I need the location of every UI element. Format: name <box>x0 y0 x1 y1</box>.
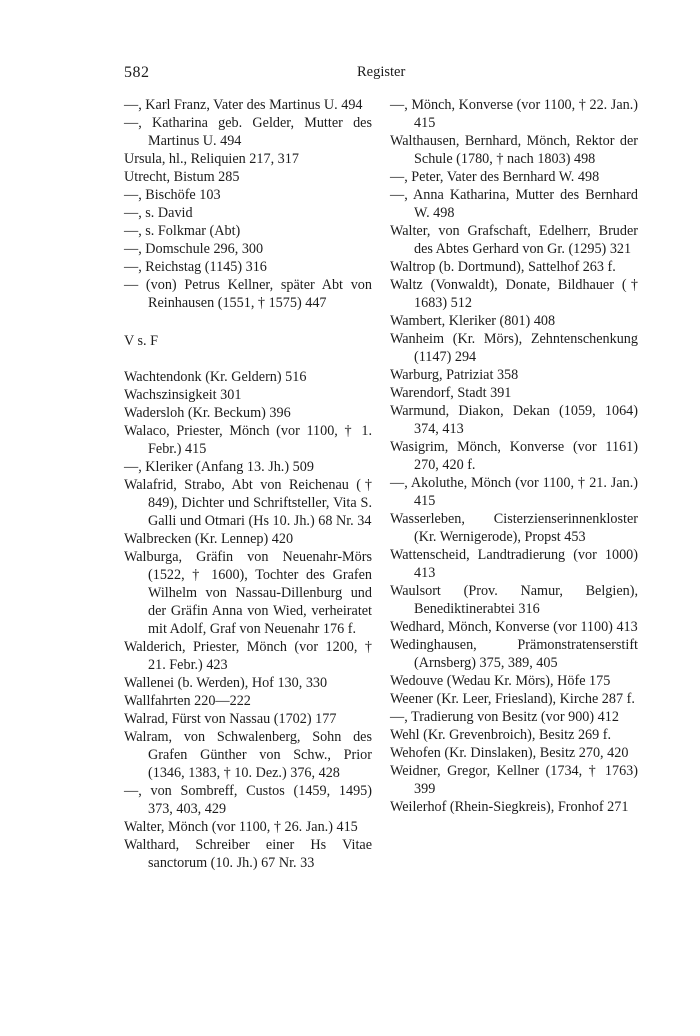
index-entry: — (von) Petrus Kellner, später Abt von Reinhausen (1551, † 1575) 447 <box>124 277 372 311</box>
index-entry: Wasigrim, Mönch, Konverse (vor 1161) 270, 420 f. <box>390 439 638 473</box>
index-entry: —, von Sombreff, Custos (1459, 1495) 373, 403, 429 <box>124 783 372 817</box>
page-number: 582 <box>124 64 150 81</box>
index-entry: Walram, von Schwalenberg, Sohn des Grafen Günther von Schw., Prior (1346, 1383, † 10. Dez.) 376, 428 <box>124 729 372 781</box>
index-entry: —, Domschule 296, 300 <box>124 241 264 257</box>
index-entry: Wedouve (Wedau Kr. Mörs), Höfe 175 <box>390 673 611 689</box>
index-entry: Walrad, Fürst von Nassau (1702) 177 <box>124 711 337 727</box>
index-entry: —, s. Folkmar (Abt) <box>124 223 241 239</box>
index-entry: —, Peter, Vater des Bernhard W. 498 <box>390 169 600 185</box>
index-entry: Walbrecken (Kr. Lennep) 420 <box>124 531 294 547</box>
index-entry: Walburga, Gräfin von Neuenahr-Mörs (1522, † 1600), Tochter des Grafen Wilhelm von Nassau-Dillenburg und der Gräfin Anna von Wied, verheiratet mit Adolf, Graf von Neuenahr 176 f. <box>124 549 372 637</box>
index-entry: —, Mönch, Konverse (vor 1100, † 22. Jan.) 415 <box>390 97 638 131</box>
index-column-left <box>124 96 372 872</box>
index-entry: Wedinghausen, Prämonstratenserstift (Arnsberg) 375, 389, 405 <box>390 637 638 671</box>
index-entry: Wanheim (Kr. Mörs), Zehntenschenkung (1147) 294 <box>390 331 638 365</box>
running-head: Register <box>357 64 406 80</box>
index-entry: —, Anna Katharina, Mutter des Bernhard W. 498 <box>390 187 638 221</box>
index-entry: Warendorf, Stadt 391 <box>390 385 512 401</box>
index-entry: Walaco, Priester, Mönch (vor 1100, † 1. Febr.) 415 <box>124 423 372 457</box>
index-entry: —, Reichstag (1145) 316 <box>124 259 267 275</box>
index-entry: Walter, von Grafschaft, Edelherr, Bruder des Abtes Gerhard von Gr. (1295) 321 <box>390 223 638 257</box>
index-entry: Walafrid, Strabo, Abt von Reichenau († 849), Dichter und Schriftsteller, Vita S. Galli und Otmari (Hs 10. Jh.) 68 Nr. 34 <box>124 477 372 529</box>
index-entry: Utrecht, Bistum 285 <box>124 169 240 185</box>
index-entry: —, s. David <box>124 205 193 221</box>
section-letter-heading: V s. F <box>124 333 159 349</box>
index-entry: Wasserleben, Cisterzienserinnenkloster (Kr. Wernigerode), Propst 453 <box>390 511 638 545</box>
index-entry: Wattenscheid, Landtradierung (vor 1000) 413 <box>390 547 638 581</box>
index-entry: Ursula, hl., Reliquien 217, 317 <box>124 151 299 167</box>
index-entry: Walthard, Schreiber einer Hs Vitae sanctorum (10. Jh.) 67 Nr. 33 <box>124 837 372 871</box>
index-entry: —, Tradierung von Besitz (vor 900) 412 <box>390 709 619 725</box>
index-entry: Weidner, Gregor, Kellner (1734, † 1763) 399 <box>390 763 638 797</box>
index-entry: Wedhard, Mönch, Konverse (vor 1100) 413 <box>390 619 638 635</box>
index-entry: —, Akoluthe, Mönch (vor 1100, † 21. Jan.) 415 <box>390 475 638 509</box>
index-entry: Wehl (Kr. Grevenbroich), Besitz 269 f. <box>390 727 612 743</box>
index-entry: —, Bischöfe 103 <box>124 187 221 203</box>
index-entry: Weilerhof (Rhein-Siegkreis), Fronhof 271 <box>390 799 629 815</box>
index-entry: —, Karl Franz, Vater des Martinus U. 494 <box>124 97 363 113</box>
index-entry: Wachszinsigkeit 301 <box>124 387 242 403</box>
index-entry: Walter, Mönch (vor 1100, † 26. Jan.) 415 <box>124 819 358 835</box>
index-entry: Wallenei (b. Werden), Hof 130, 330 <box>124 675 328 691</box>
index-entry: Walderich, Priester, Mönch (vor 1200, † 21. Febr.) 423 <box>124 639 372 673</box>
index-entry: Wadersloh (Kr. Beckum) 396 <box>124 405 291 421</box>
index-entry: —, Katharina geb. Gelder, Mutter des Martinus U. 494 <box>124 115 372 149</box>
index-entry: Waltrop (b. Dortmund), Sattelhof 263 f. <box>390 259 616 275</box>
index-entry: —, Kleriker (Anfang 13. Jh.) 509 <box>124 459 314 475</box>
index-column-right <box>390 96 638 816</box>
index-entry: Warmund, Diakon, Dekan (1059, 1064) 374, 413 <box>390 403 638 437</box>
index-entry: Waulsort (Prov. Namur, Belgien), Benediktinerabtei 316 <box>390 583 638 617</box>
index-entry: Weener (Kr. Leer, Friesland), Kirche 287 f. <box>390 691 635 707</box>
index-entry: Walthausen, Bernhard, Mönch, Rektor der Schule (1780, † nach 1803) 498 <box>390 133 638 167</box>
index-entry: Warburg, Patriziat 358 <box>390 367 519 383</box>
index-entry: Wambert, Kleriker (801) 408 <box>390 313 556 329</box>
index-entry: Wachtendonk (Kr. Geldern) 516 <box>124 369 307 385</box>
index-entry: Waltz (Vonwaldt), Donate, Bildhauer († 1683) 512 <box>390 277 638 311</box>
index-entry: Wehofen (Kr. Dinslaken), Besitz 270, 420 <box>390 745 629 761</box>
index-entry: Wallfahrten 220—222 <box>124 693 251 709</box>
